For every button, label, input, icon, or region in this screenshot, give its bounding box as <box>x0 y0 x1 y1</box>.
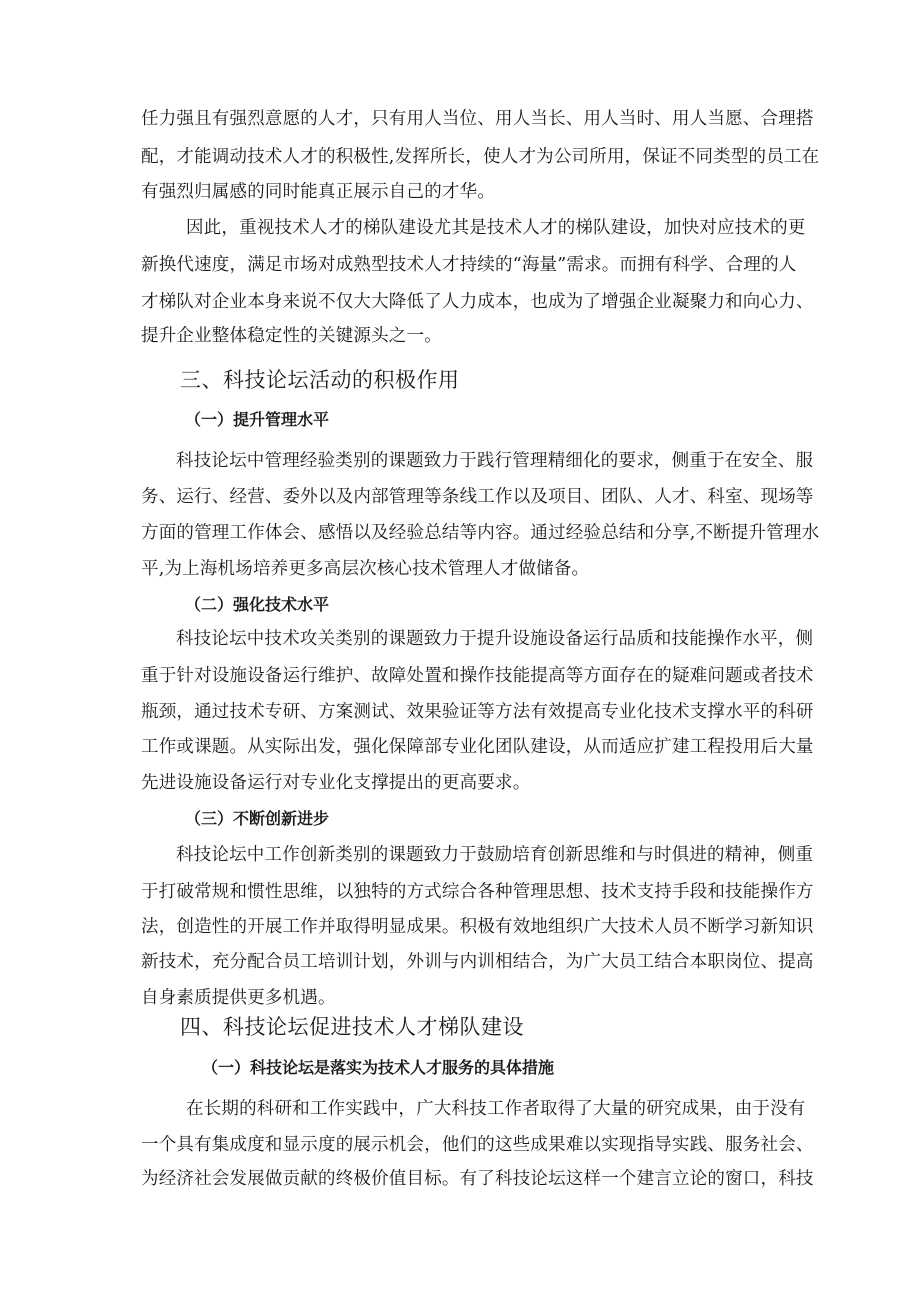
paragraph-line: 自身素质提供更多机遇。 <box>141 988 336 1008</box>
paragraph-line: 新换代速度，满足市场对成熟型技术人才持续的“海量”需求。而拥有科学、合理的人 <box>141 255 797 275</box>
paragraph-line: 配，才能调动技术人才的积极性,发挥所长，使人才为公司所用，保证不同类型的员工在 <box>141 147 820 167</box>
subsection-heading: （一）提升管理水平 <box>185 410 330 429</box>
subsection-heading: （二）强化技术水平 <box>185 595 330 614</box>
paragraph-line: 工作或课题。从实际出发，强化保障部专业化团队建设，从而适应扩建工程投用后大量 <box>141 737 814 757</box>
paragraph-line: 瓶颈，通过技术专研、方案测试、效果验证等方法有效提高专业化技术支撑水平的科研 <box>141 702 814 722</box>
paragraph-line: 平,为上海机场培养更多高层次核心技术管理人才做储备。 <box>141 559 590 579</box>
paragraph-line: 于打破常规和惯性思维，以独特的方式综合各种管理思想、技术支持手段和技能操作方 <box>141 882 814 902</box>
paragraph-line: 科技论坛中工作创新类别的课题致力于鼓励培育创新思维和与时俱进的精神，侧重 <box>176 845 814 865</box>
paragraph-line: 任力强且有强烈意愿的人才，只有用人当位、用人当长、用人当时、用人当愿、合理搭 <box>141 109 814 129</box>
paragraph-line: 科技论坛中管理经验类别的课题致力于践行管理精细化的要求，侧重于在安全、服 <box>176 451 814 471</box>
paragraph-line: 才梯队对企业本身来说不仅大大降低了人力成本，也成为了增强企业凝聚力和向心力、 <box>141 292 814 312</box>
paragraph-line: 科技论坛中技术攻关类别的课题致力于提升设施设备运行品质和技能操作水平，侧 <box>176 629 814 649</box>
paragraph-line: 因此，重视技术人才的梯队建设尤其是技术人才的梯队建设，加快对应技术的更 <box>186 218 806 238</box>
subsection-heading: （三）不断创新进步 <box>185 809 330 828</box>
paragraph-line: 重于针对设施设备运行维护、故障处置和操作技能提高等方面存在的疑难问题或者技术 <box>141 666 814 686</box>
paragraph-line: 提升企业整体稳定性的关键源头之一。 <box>141 326 442 346</box>
paragraph-line: 新技术，充分配合员工培训计划，外训与内训相结合，为广大员工结合本职岗位、提高 <box>141 952 814 972</box>
paragraph-line: 在长期的科研和工作实践中，广大科技工作者取得了大量的研究成果，由于没有 <box>186 1099 806 1119</box>
paragraph-line: 一个具有集成度和显示度的展示机会，他们的这些成果难以实现指导实践、服务社会、 <box>141 1135 814 1155</box>
section-heading: 三、科技论坛活动的积极作用 <box>180 368 460 392</box>
paragraph-line: 先进设施设备运行对专业化支撑提出的更高要求。 <box>141 773 531 793</box>
paragraph-line: 为经济社会发展做贡献的终极价值目标。有了科技论坛这样一个建言立论的窗口，科技 <box>141 1169 814 1189</box>
paragraph-line: 法，创造性的开展工作并取得明显成果。积极有效地组织广大技术人员不断学习新知识 <box>141 917 814 937</box>
paragraph-line: 务、运行、经营、委外以及内部管理等条线工作以及项目、团队、人才、科室、现场等 <box>141 487 814 507</box>
subsection-heading: （一）科技论坛是落实为技术人才服务的具体措施 <box>202 1058 555 1077</box>
paragraph-line: 方面的管理工作体会、感悟以及经验总结等内容。通过经验总结和分享,不断提升管理水 <box>141 523 820 543</box>
paragraph-line: 有强烈归属感的同时能真正展示自己的才华。 <box>141 182 495 202</box>
section-heading: 四、科技论坛促进技术人才梯队建设 <box>180 1015 524 1039</box>
